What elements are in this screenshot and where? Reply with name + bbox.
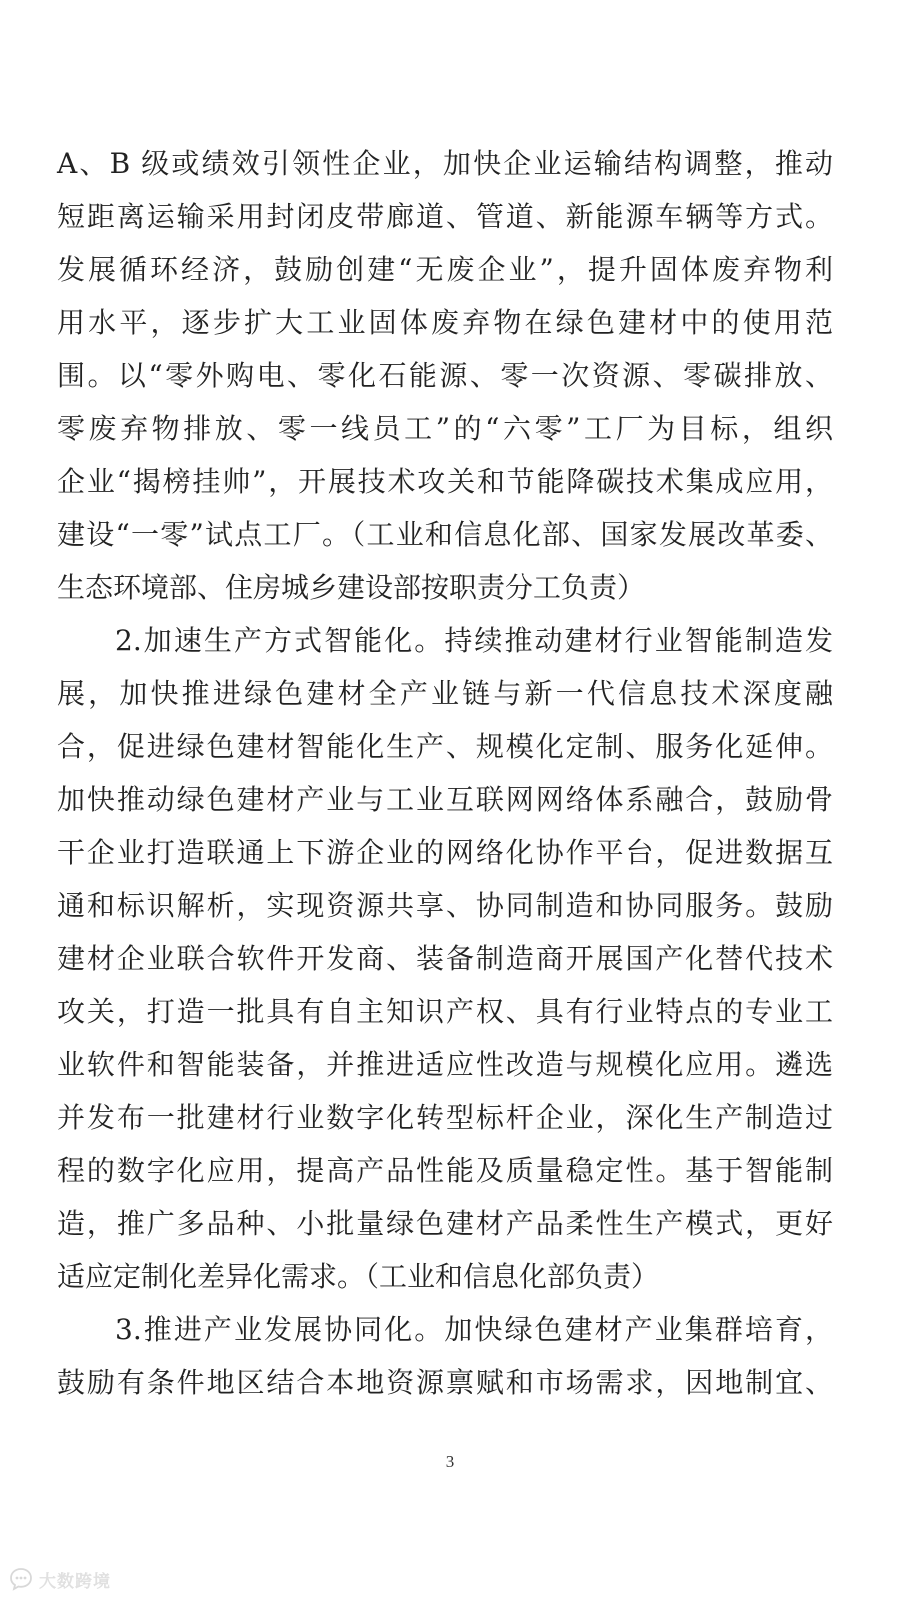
text-line: A、B 级或绩效引领性企业，加快企业运输结构调整，推动 [57,147,833,180]
text-line: 围。以“零外购电、零化石能源、零一次资源、零碳排放、 [57,359,833,392]
chat-bubble-logo-icon [8,1566,34,1592]
text-line: 用水平，逐步扩大工业固体废弃物在绿色建材中的使用范 [57,306,833,339]
text-line: 零废弃物排放、零一线员工”的“六零”工厂为目标，组织 [57,412,833,445]
text-line: 合，促进绿色建材智能化生产、规模化定制、服务化延伸。 [57,730,833,763]
watermark-text: 大数跨境 [39,1571,111,1592]
text-line: 建材企业联合软件开发商、装备制造商开展国产化替代技术 [57,942,833,975]
section-heading-line: 3.推进产业发展协同化。加快绿色建材产业集群培育， [115,1313,833,1346]
text-line: 并发布一批建材行业数字化转型标杆企业，深化生产制造过 [57,1101,833,1134]
text-line: 造，推广多品种、小批量绿色建材产品柔性生产模式，更好 [57,1207,833,1240]
page-number: 3 [445,1452,455,1471]
text-line: 鼓励有条件地区结合本地资源禀赋和市场需求，因地制宜、 [57,1366,833,1399]
text-line: 干企业打造联通上下游企业的网络化协作平台，促进数据互 [57,836,833,869]
section-heading-line: 2.加速生产方式智能化。持续推动建材行业智能制造发 [115,624,833,657]
text-line: 程的数字化应用，提高产品性能及质量稳定性。基于智能制 [57,1154,833,1187]
text-line: 通和标识解析，实现资源共享、协同制造和协同服务。鼓励 [57,889,833,922]
text-line: 发展循环经济，鼓励创建“无废企业”，提升固体废弃物利 [57,253,833,286]
text-line: 攻关，打造一批具有自主知识产权、具有行业特点的专业工 [57,995,833,1028]
text-line: 展，加快推进绿色建材全产业链与新一代信息技术深度融 [57,677,833,710]
text-line: 适应定制化差异化需求。（工业和信息化部负责） [57,1260,660,1293]
watermark [8,1565,111,1593]
text-line: 企业“揭榜挂帅”，开展技术攻关和节能降碳技术集成应用， [57,465,833,498]
text-line: 短距离运输采用封闭皮带廊道、管道、新能源车辆等方式。 [57,200,833,233]
text-line: 建设“一零”试点工厂。（工业和信息化部、国家发展改革委、 [57,518,833,551]
text-line: 业软件和智能装备，并推进适应性改造与规模化应用。遴选 [57,1048,833,1081]
text-line: 生态环境部、住房城乡建设部按职责分工负责） [57,571,646,604]
text-line: 加快推动绿色建材产业与工业互联网网络体系融合，鼓励骨 [57,783,833,816]
